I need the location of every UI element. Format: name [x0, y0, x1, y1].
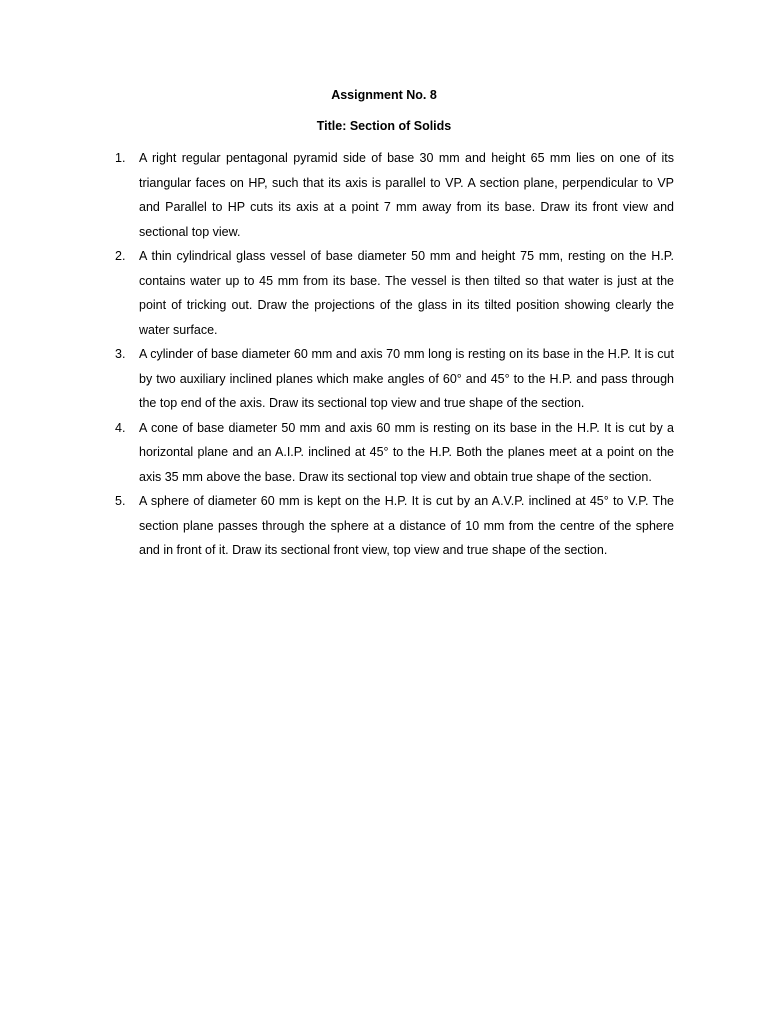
document-title: Title: Section of Solids — [316, 119, 452, 133]
question-list — [108, 146, 674, 563]
question-item-2 — [108, 244, 674, 342]
question-item-4 — [108, 416, 674, 490]
question-text: A cone of base diameter 50 mm and axis 60 mm is resting on its base in the H.P. It is cut by a horizontal plane and an A.I.P. inclined at 45° to the H.P. Both the planes meet at a point on the axis 35 mm above the base. Draw its sectional top view and obtain true shape of the section. — [139, 420, 674, 484]
assignment-heading: Assignment No. 8 — [331, 88, 437, 102]
question-item-3 — [108, 342, 674, 416]
question-text: A sphere of diameter 60 mm is kept on the H.P. It is cut by an A.V.P. inclined at 45° to V.P. The section plane passes through the sphere at a distance of 10 mm from the centre of the sphere and in front of it. Draw its sectional front view, top view and true shape of the section. — [139, 494, 674, 557]
question-item-1 — [108, 146, 674, 244]
question-number: 5. — [115, 494, 126, 508]
question-number: 3. — [115, 347, 126, 361]
question-text: A right regular pentagonal pyramid side of base 30 mm and height 65 mm lies on one of its triangular faces on HP, such that its axis is parallel to VP. A section plane, perpendicular to VP and Parallel to HP cuts its axis at a point 7 mm away from its base. Draw its front view and sectional top view. — [139, 151, 674, 239]
question-number: 4. — [115, 420, 126, 435]
question-number: 2. — [115, 249, 126, 263]
question-number: 1. — [115, 151, 126, 165]
question-text: A cylinder of base diameter 60 mm and axis 70 mm long is resting on its base in the H.P. It is cut by two auxiliary inclined planes which make angles of 60° and 45° to the H.P. and pass through the top end of the axis. Draw its sectional top view and true shape of the section. — [139, 347, 674, 410]
question-text: A thin cylindrical glass vessel of base diameter 50 mm and height 75 mm, resting on the H.P. contains water up to 45 mm from its base. The vessel is then tilted so that water is just at the point of tricking out. Draw the projections of the glass in its tilted position showing clearly the water surface. — [139, 249, 674, 337]
question-item-5 — [108, 489, 674, 563]
